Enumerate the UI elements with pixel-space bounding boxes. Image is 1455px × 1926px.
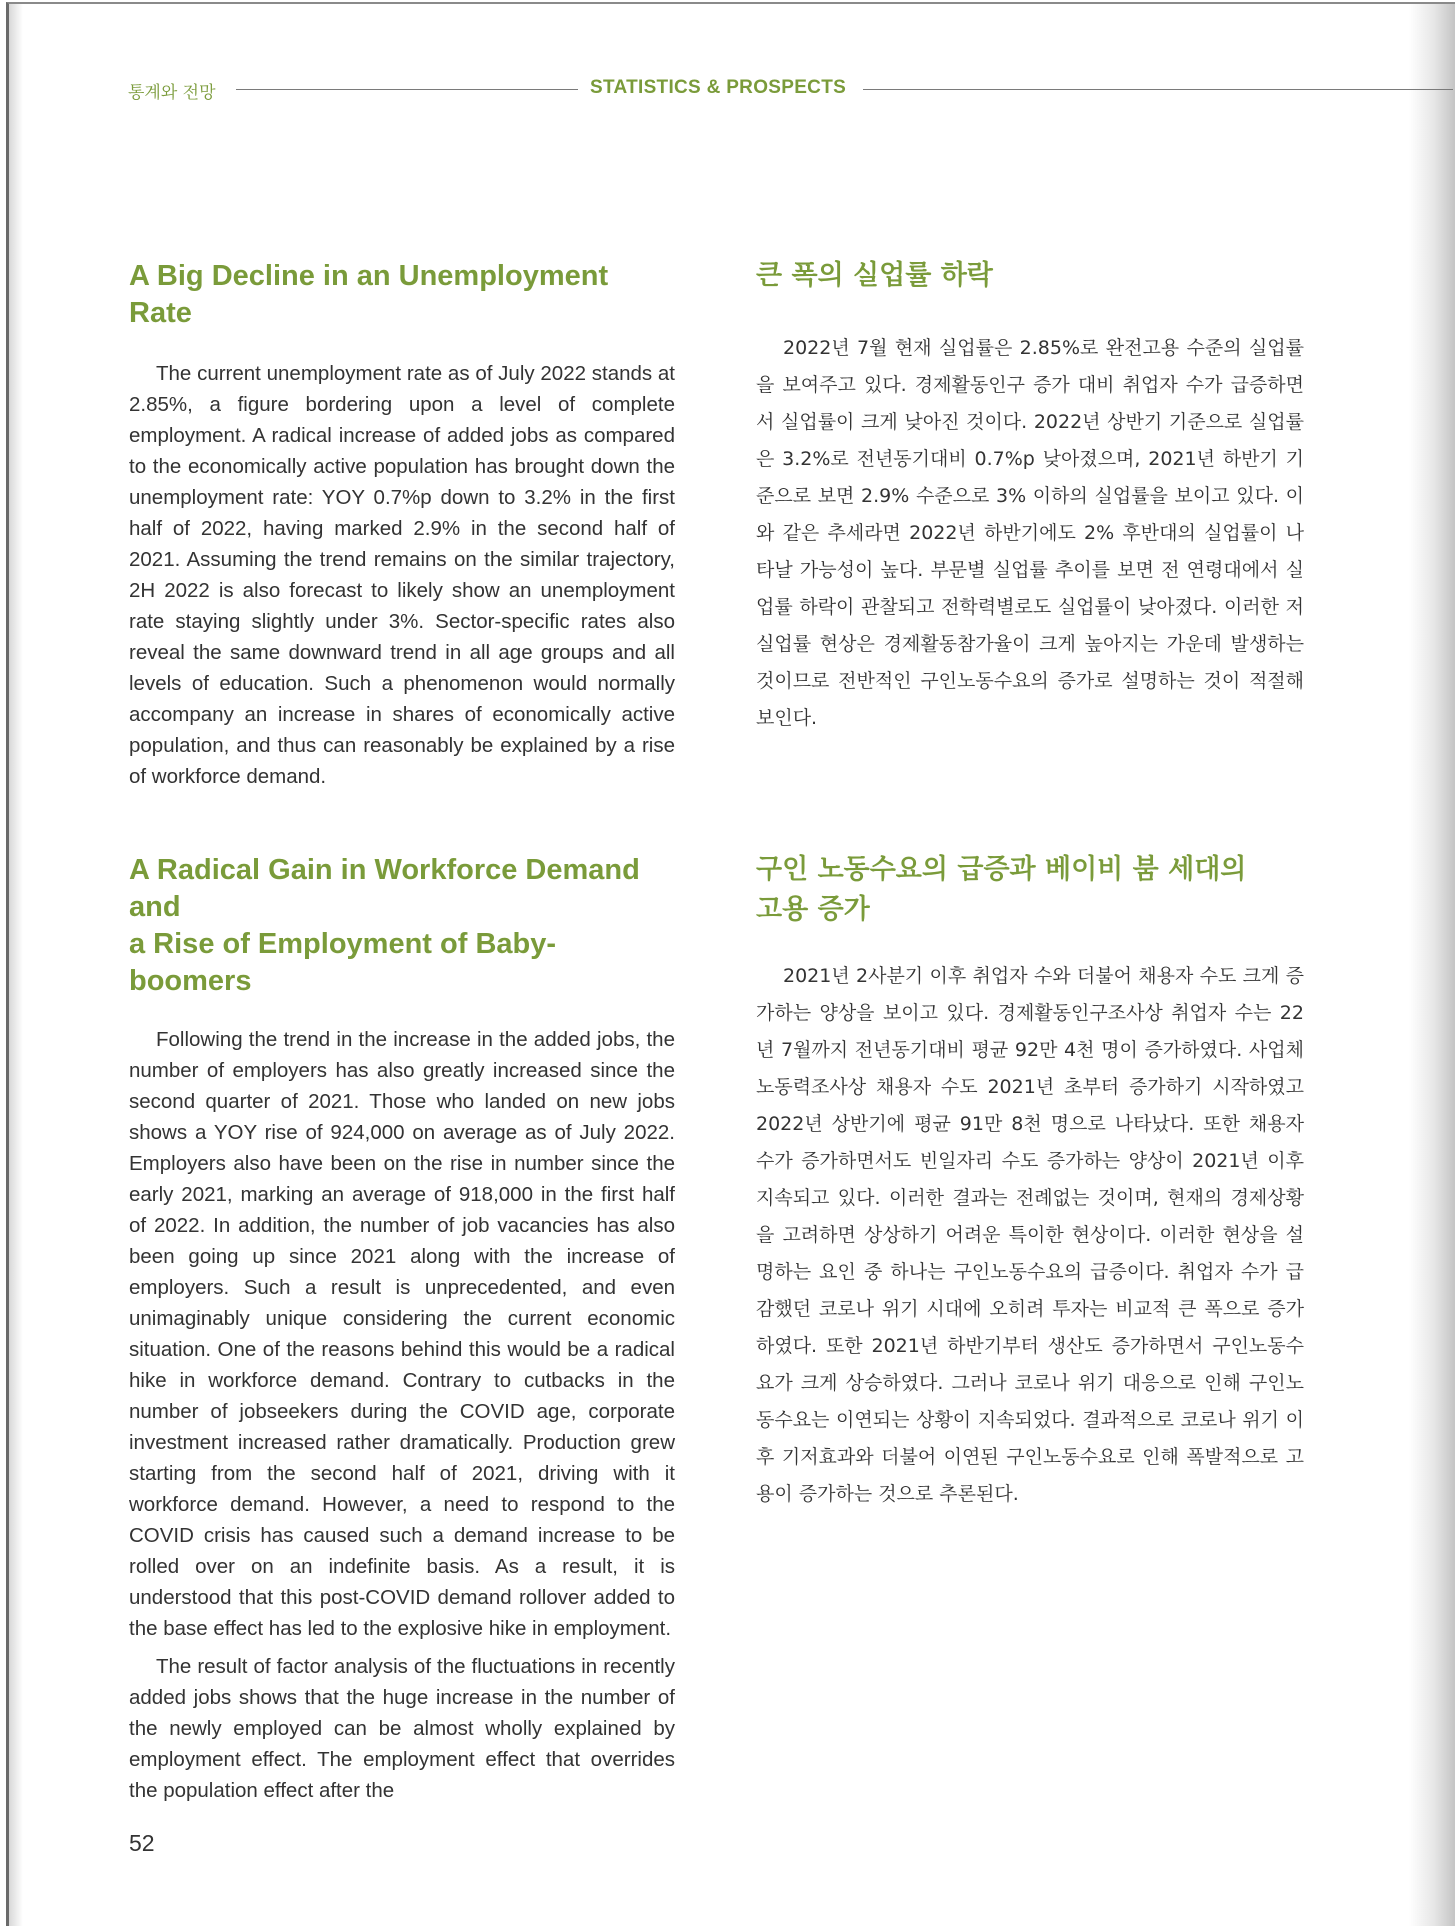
section2-heading-ko-line1: 구인 노동수요의 급증과 베이비 붐 세대의 <box>756 854 1247 885</box>
section2-heading-en-line1: A Radical Gain in Workforce Demand and <box>129 854 640 923</box>
section2-body-en-p2: The result of factor analysis of the fluctuations in recently added jobs shows that the huge increase in the number of the newly employed can be almost wholly explained by employment effect. The employment effect that overrides the population effect after the <box>129 1655 675 1802</box>
section1-heading-ko: 큰 폭의 실업률 하락 <box>756 260 993 291</box>
page-number: 52 <box>129 1830 155 1856</box>
section1-heading-en: A Big Decline in an Unemployment Rate <box>129 260 609 329</box>
header-korean-label: 통계와 전망 <box>128 83 216 103</box>
section2-body-ko: 2021년 2사분기 이후 취업자 수와 더불어 채용자 수도 크게 증가하는 양상을 보이고 있다. 경제활동인구조사상 취업자 수는 22년 7월까지 전년동기대비 평균 92만 4천 명이 증가하였다. 사업체노동력조사상 채용자 수도 2021년 초부터 증가하기 시작하였고 2022년 상반기에 평균 91만 8천 명으로 나타났다. 또한 채용자 수가 증가하면서도 빈일자리 수도 증가하는 양상이 2021년 이후 지속되고 있다. 이러한 결과는 전례없는 것이며, 현재의 경제상황을 고려하면 상상하기 어려운 특이한 현상이다. 이러한 현상을 설명하는 요인 중 하나는 구인노동수요의 급증이다. 취업자 수가 급감했던 코로나 위기 시대에 오히려 투자는 비교적 큰 폭으로 증가하였다. 또한 2021년 하반기부터 생산도 증가하면서 구인노동수요가 크게 상승하였다. 그러나 코로나 위기 대응으로 인해 구인노동수요는 이연되는 상황이 지속되었다. 결과적으로 코로나 위기 이후 기저효과와 더불어 이연된 구인노동수요로 인해 폭발적으로 고용이 증가하는 것으로 추론된다. <box>756 965 1304 1505</box>
section1-english-column <box>129 258 675 792</box>
section1-body-ko: 2022년 7월 현재 실업률은 2.85%로 완전고용 수준의 실업률을 보여주고 있다. 경제활동인구 증가 대비 취업자 수가 급증하면서 실업률이 크게 낮아진 것이다. 2022년 상반기 기준으로 실업률은 3.2%로 전년동기대비 0.7%p 낮아졌으며, 2021년 하반기 기준으로 보면 2.9% 수준으로 3% 이하의 실업률을 보이고 있다. 이와 같은 추세라면 2022년 하반기에도 2% 후반대의 실업률이 나타날 가능성이 높다. 부문별 실업률 추이를 보면 전 연령대에서 실업률 하락이 관찰되고 전학력별로도 실업률이 낮아졌다. 이러한 저실업률 현상은 경제활동참가율이 크게 높아지는 가운데 발생하는 것이므로 전반적인 구인노동수요의 증가로 설명하는 것이 적절해 보인다. <box>756 337 1304 729</box>
header-english-label: STATISTICS & PROSPECTS <box>578 77 858 99</box>
running-header <box>128 74 1455 104</box>
section1-korean-column <box>756 256 1304 737</box>
section2-heading-en <box>129 852 675 1000</box>
section2-heading-ko-line2: 고용 증가 <box>756 894 870 925</box>
section1-body-en: The current unemployment rate as of July 2022 stands at 2.85%, a figure bordering upon a level of complete employment. A radical increase of added jobs as compared to the economically active population has brought down the unemployment rate: YOY 0.7%p down to 3.2% in the first half of 2022, having marked 2.9% in the second half of 2021. Assuming the trend remains on the similar trajectory, 2H 2022 is also forecast to likely show an unemployment rate staying slightly under 3%. Sector-specific rates also reveal the same downward trend in all age groups and all levels of education. Such a phenomenon would normally accompany an increase in shares of economically active population, and thus can reasonably be explained by a rise of workforce demand. <box>129 362 675 788</box>
header-rule-right <box>863 89 1453 90</box>
section2-korean-column <box>756 850 1304 1513</box>
section2-heading-ko <box>756 850 1304 930</box>
section2-english-column <box>129 852 675 1806</box>
section2-body-en-p1: Following the trend in the increase in the added jobs, the number of employers has also greatly increased since the second quarter of 2021. Those who landed on new jobs shows a YOY rise of 924,000 on average as of July 2022. Employers also have been on the rise in number since the early 2021, marking an average of 918,000 in the first half of 2022. In addition, the number of job vacancies has also been going up since 2021 along with the increase of employers. Such a result is unprecedented, and even unimaginably unique considering the current economic situation. One of the reasons behind this would be a radical hike in workforce demand. Contrary to cutbacks in the number of jobseekers during the COVID age, corporate investment increased rather dramatically. Production grew starting from the second half of 2021, driving with it workforce demand. However, a need to respond to the COVID crisis has caused such a demand increase to be rolled over on an indefinite basis. As a result, it is understood that this post-COVID demand rollover added to the base effect has led to the explosive hike in employment. <box>129 1028 675 1640</box>
section2-heading-en-line2: a Rise of Employment of Baby-boomers <box>129 928 557 997</box>
